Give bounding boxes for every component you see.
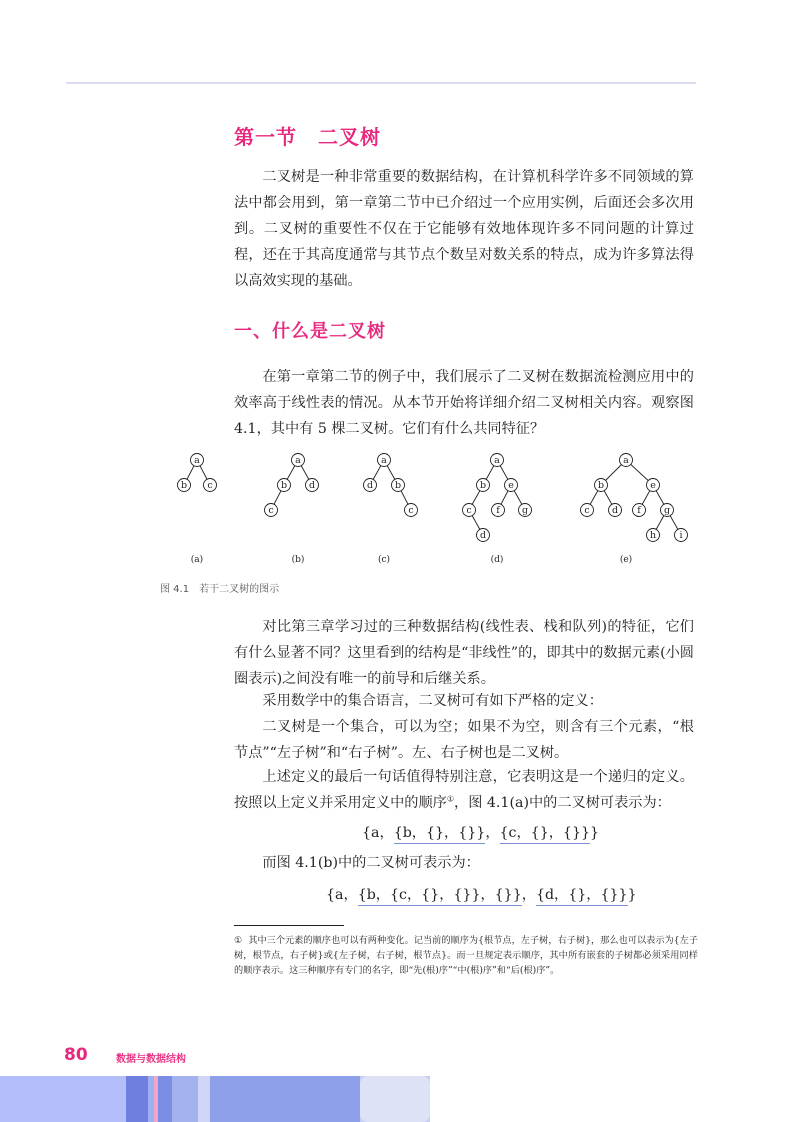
formula-b-left-subtree — [358, 887, 522, 906]
section-title: 第一节 二叉树 — [234, 125, 381, 149]
formula-b-left-inner: {c，{}，{}} — [390, 887, 480, 906]
formula-b-left-close: ，{}} — [480, 887, 522, 903]
tree-node-label: d — [366, 480, 374, 492]
formula-b-close: } — [627, 887, 637, 903]
tree-node-label: f — [496, 505, 500, 517]
tree-node-label: a — [494, 455, 500, 467]
book-title: 数据与数据结构 — [116, 1054, 186, 1065]
tree-node-label: b — [597, 480, 605, 492]
formula-b-left-open: {b， — [357, 887, 390, 903]
tree-node-label: e — [508, 480, 514, 492]
figure-caption — [160, 580, 279, 595]
formula-a-close: } — [590, 825, 600, 841]
tree-node-label: g — [663, 505, 671, 517]
tree-label: (a) — [190, 555, 204, 565]
tree-label: (c) — [377, 555, 391, 565]
tree-node-label: c — [408, 505, 414, 517]
tree-node-label: a — [623, 455, 629, 467]
page-number: 80 — [64, 1045, 88, 1065]
formula-tree-a — [362, 822, 599, 842]
subsection-title: 一、什么是二叉树 — [234, 321, 386, 342]
formula-b-right-subtree: {d，{}，{}} — [536, 887, 628, 906]
footer-band — [0, 1076, 800, 1122]
tree-node-label: c — [584, 505, 590, 517]
recursion-text-a: 上述定义的最后一句话值得特别注意，它表明这是一个递归的定义。按照以上定义并采用定义中的顺序 — [234, 769, 694, 811]
tree-node-label: h — [649, 530, 657, 542]
tree-label: (e) — [619, 555, 633, 565]
tree-label: (b) — [291, 555, 305, 565]
tree-node-label: g — [521, 505, 529, 517]
tree-edges — [184, 460, 681, 535]
formula-a-open: {a， — [362, 825, 394, 841]
set-language-paragraph: 采用数学中的集合语言，二叉树可有如下严格的定义： — [262, 693, 603, 709]
formula-a-sep: ， — [485, 825, 500, 841]
observation-paragraph: 在第一章第二节的例子中，我们展示了二叉树在数据流检测应用中的效率高于线性表的情况。从本节开始将详细介绍二叉树相关内容。观察图 4.1，其中有 5 棵二叉树。它们有什么共同特征？ — [234, 369, 694, 437]
footnote-rule — [234, 925, 344, 926]
header-rule — [66, 82, 696, 84]
comparison-paragraph: 对比第三章学习过的三种数据结构(线性表、栈和队列)的特征，它们有什么显著不同？这里看到的结构是“非线性”的，即其中的数据元素(小圆圈表示)之间没有唯一的前导和后继关系。 — [234, 619, 694, 687]
recursion-text-b: ，图 4.1(a)中的二叉树可表示为： — [454, 795, 671, 811]
tree-b-paragraph: 而图 4.1(b)中的二叉树可表示为： — [262, 855, 480, 871]
recursion-paragraph — [234, 764, 694, 816]
formula-b-sep: ， — [521, 887, 536, 903]
formula-b-open: {a， — [326, 887, 358, 903]
footnote — [234, 933, 698, 978]
footnote-mark: ① — [234, 935, 243, 946]
tree-node-label: a — [295, 455, 301, 467]
tree-node-label: b — [180, 480, 188, 492]
formula-tree-b — [326, 884, 637, 904]
tree-node-label: b — [394, 480, 402, 492]
tree-label: (d) — [490, 555, 504, 565]
footnote-text: 其中三个元素的顺序也可以有两种变化。记当前的顺序为{根节点，左子树，右子树}，那么也可以表示为{左子树，根节点，右子树}或{左子树，右子树，根节点}。而一旦规定表示顺序，其中所有嵌套的子树都必须采用同样的顺序表示。这三种顺序有专门的名字，即“先(根)序”“中(根)序”和“后(根)序”。 — [234, 935, 698, 976]
definition-paragraph: 二叉树是一个集合，可以为空；如果不为空，则含有三个元素，“根节点”“左子树”和“右子树”。左、右子树也是二叉树。 — [234, 719, 694, 761]
tree-node-label: d — [479, 530, 487, 542]
tree-node-label: b — [479, 480, 487, 492]
tree-node-label: f — [637, 505, 641, 517]
figure-caption-text: 若干二叉树的图示 — [199, 584, 280, 595]
tree-node-label: a — [381, 455, 387, 467]
tree-node-label: b — [280, 480, 288, 492]
tree-node-label: d — [611, 505, 619, 517]
tree-node-label: e — [650, 480, 656, 492]
tree-node-label: c — [207, 480, 213, 492]
tree-node-label: a — [194, 455, 200, 467]
tree-nodes — [178, 454, 688, 566]
tree-node-label: c — [466, 505, 472, 517]
figure-4-1 — [150, 449, 710, 579]
footnote-ref: ① — [446, 794, 454, 804]
tree-node-label: c — [268, 505, 274, 517]
binary-trees-diagram — [150, 449, 710, 579]
figure-caption-label: 图 4.1 — [160, 584, 190, 595]
formula-a-right-subtree: {c，{}，{}} — [500, 825, 590, 844]
tree-node-label: i — [679, 530, 683, 542]
formula-a-left-subtree: {b，{}，{}} — [394, 825, 486, 844]
tree-node-label: d — [308, 480, 316, 492]
intro-paragraph: 二叉树是一种非常重要的数据结构，在计算机科学许多不同领域的算法中都会用到，第一章第二节中已介绍过一个应用实例，后面还会多次用到。二叉树的重要性不仅在于它能够有效地体现许多不同问题的计算过程，还在于其高度通常与其节点个数呈对数关系的特点，成为许多算法得以高效实现的基础。 — [234, 169, 694, 289]
